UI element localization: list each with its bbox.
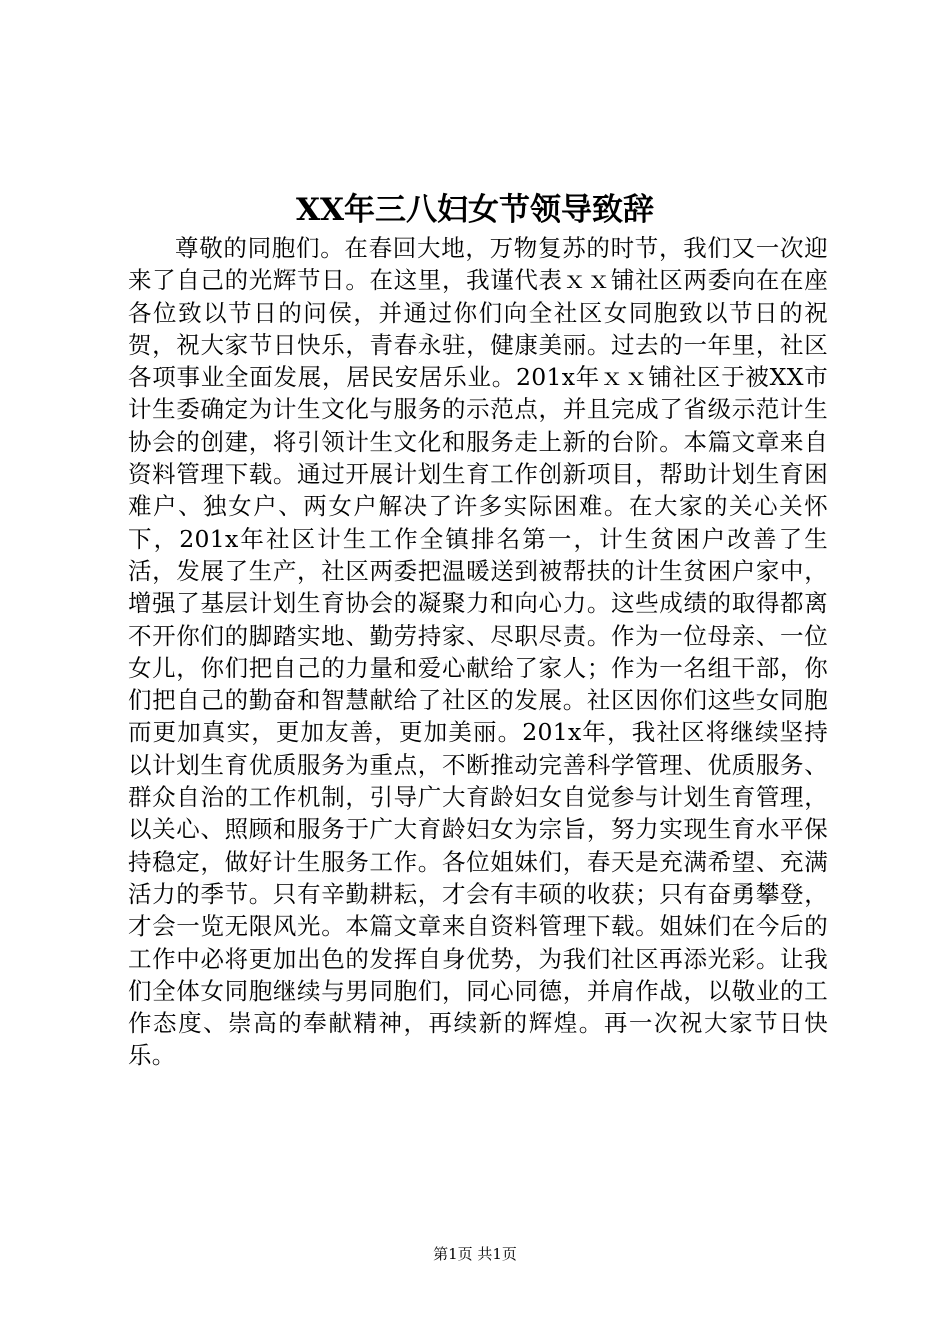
document-body-paragraph: 尊敬的同胞们。在春回大地，万物复苏的时节，我们又一次迎来了自己的光辉节日。在这里，我谨代表ｘｘ铺社区两委向在在座各位致以节日的问侯，并通过你们向全社区女同胞致以节日的祝贺，祝大家节日快乐，青春永驻，健康美丽。过去的一年里，社区各项事业全面发展，居民安居乐业。201x年ｘｘ铺社区于被XX市计生委确定为计生文化与服务的示范点，并且完成了省级示范计生协会的创建，将引领计生文化和服务走上新的台阶。本篇文章来自资料管理下载。通过开展计划生育工作创新项目，帮助计划生育困难户、独女户、两女户解决了许多实际困难。在大家的关心关怀下，201x年社区计生工作全镇排名第一，计生贫困户改善了生活，发展了生产，社区两委把温暖送到被帮扶的计生贫困户家中，增强了基层计划生育协会的凝聚力和向心力。这些成绩的取得都离不开你们的脚踏实地、勤劳持家、尽职尽责。作为一位母亲、一位女儿，你们把自己的力量和爱心献给了家人；作为一名组干部，你们把自己的勤奋和智慧献给了社区的发展。社区因你们这些女同胞而更加真实，更加友善，更加美丽。201x年，我社区将继续坚持以计划生育优质服务为重点，不断推动完善科学管理、优质服务、群众自治的工作机制，引导广大育龄妇女自觉参与计划生育管理，以关心、照顾和服务于广大育龄妇女为宗旨，努力实现生育水平保持稳定，做好计生服务工作。各位姐妹们，春天是充满希望、充满活力的季节。只有辛勤耕耘，才会有丰硕的收获；只有奋勇攀登，才会一览无限风光。本篇文章来自资料管理下载。姐妹们在今后的工作中必将更加出色的发挥自身优势，为我们社区再添光彩。让我们全体女同胞继续与男同胞们，同心同德，并肩作战，以敬业的工作态度、崇高的奉献精神，再续新的辉煌。再一次祝大家节日快乐。: [128, 234, 828, 1070]
page-footer: 第1页 共1页: [433, 1245, 517, 1263]
document-title: XX年三八妇女节领导致辞: [295, 192, 655, 228]
